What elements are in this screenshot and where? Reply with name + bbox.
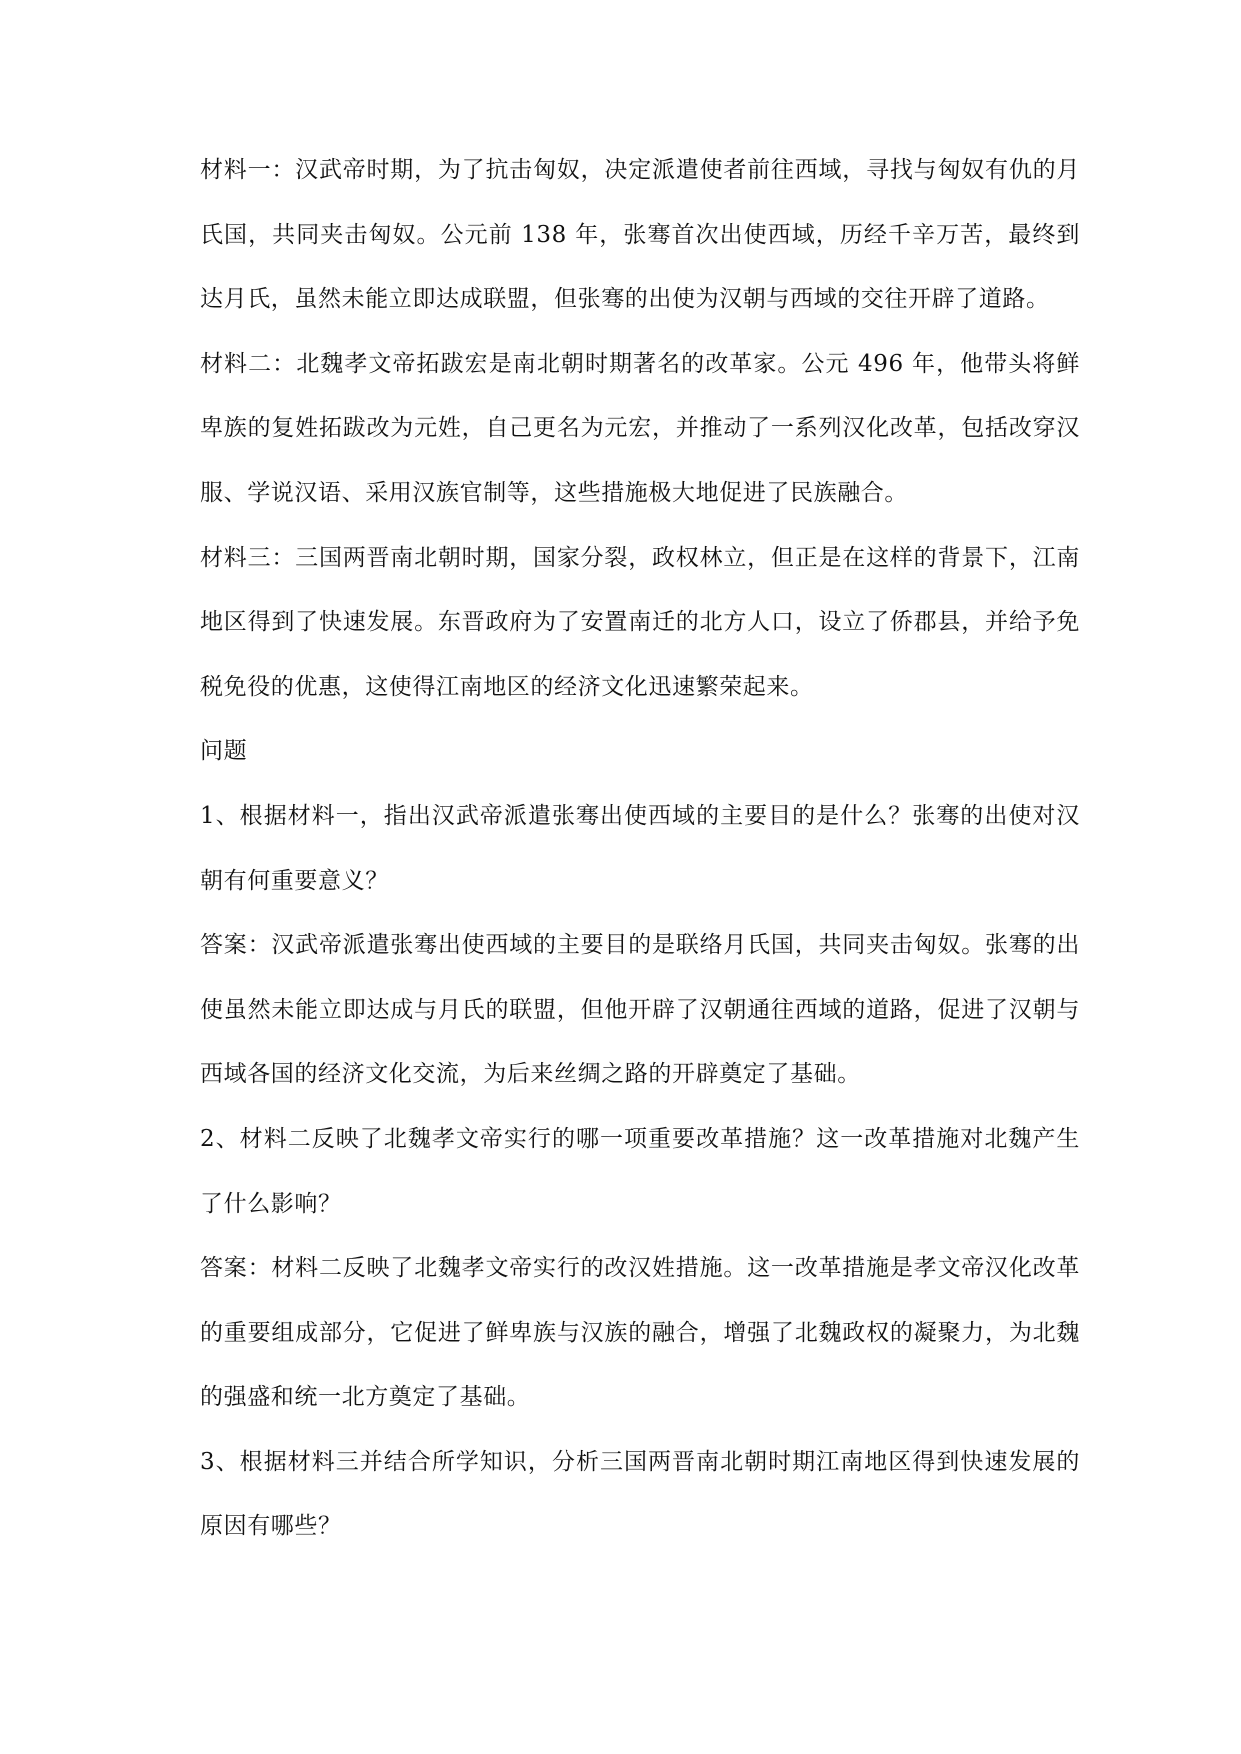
answer-2: 答案：材料二反映了北魏孝文帝实行的改汉姓措施。这一改革措施是孝文帝汉化改革的重要组成部分，它促进了鲜卑族与汉族的融合，增强了北魏政权的凝聚力，为北魏的强盛和统一北方奠定了基础。 bbox=[200, 1255, 1080, 1411]
question-2: 2、材料二反映了北魏孝文帝实行的哪一项重要改革措施？这一改革措施对北魏产生了什么影响？ bbox=[200, 1125, 1080, 1217]
questions-heading: 问题 bbox=[200, 738, 248, 765]
document-body bbox=[200, 138, 1080, 1559]
answer-1: 答案：汉武帝派遣张骞出使西域的主要目的是联络月氏国，共同夹击匈奴。张骞的出使虽然未能立即达成与月氏的联盟，但他开辟了汉朝通往西域的道路，促进了汉朝与西域各国的经济文化交流，为后来丝绸之路的开辟奠定了基础。 bbox=[200, 932, 1080, 1088]
material-2-paragraph: 材料二：北魏孝文帝拓跋宏是南北朝时期著名的改革家。公元 496 年，他带头将鲜卑族的复姓拓跋改为元姓，自己更名为元宏，并推动了一系列汉化改革，包括改穿汉服、学说汉语、采用汉族官制等，这些措施极大地促进了民族融合。 bbox=[200, 350, 1080, 506]
material-3-paragraph: 材料三：三国两晋南北朝时期，国家分裂，政权林立，但正是在这样的背景下，江南地区得到了快速发展。东晋政府为了安置南迁的北方人口，设立了侨郡县，并给予免税免役的优惠，这使得江南地区的经济文化迅速繁荣起来。 bbox=[200, 544, 1080, 700]
question-1: 1、根据材料一，指出汉武帝派遣张骞出使西域的主要目的是什么？张骞的出使对汉朝有何重要意义？ bbox=[200, 802, 1080, 894]
question-3: 3、根据材料三并结合所学知识，分析三国两晋南北朝时期江南地区得到快速发展的原因有哪些？ bbox=[200, 1448, 1080, 1540]
material-1-paragraph: 材料一：汉武帝时期，为了抗击匈奴，决定派遣使者前往西域，寻找与匈奴有仇的月氏国，共同夹击匈奴。公元前 138 年，张骞首次出使西域，历经千辛万苦，最终到达月氏，虽然未能立即达成联盟，但张骞的出使为汉朝与西域的交往开辟了道路。 bbox=[200, 157, 1080, 313]
